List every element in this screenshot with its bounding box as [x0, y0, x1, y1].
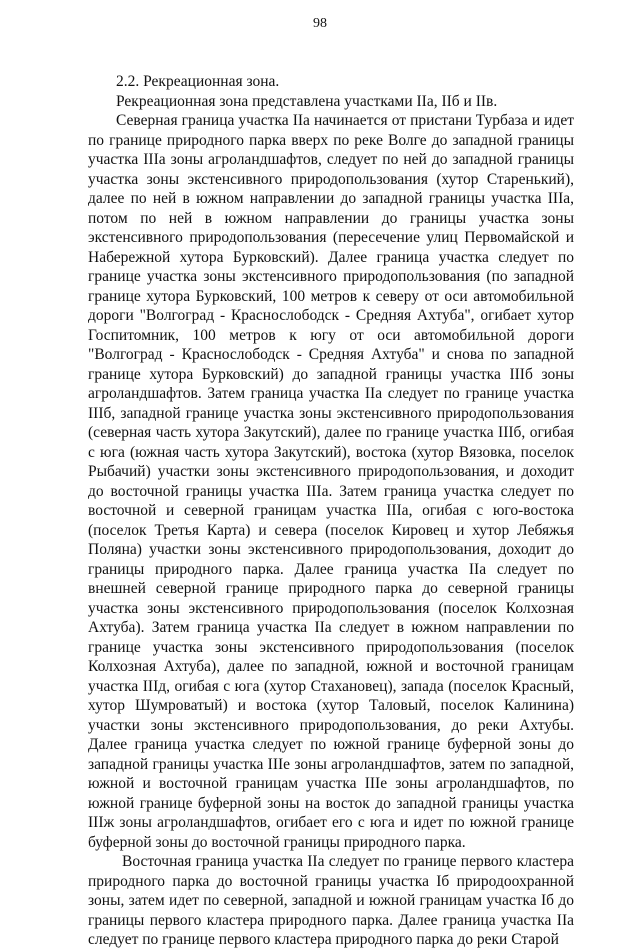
page-number: 98: [313, 16, 327, 31]
northern-boundary-paragraph: Северная граница участка IIа начинается от пристани Турбаза и идет по границе природного парка вверх по реке Волге до западной границы участка IIIа зоны агроландшафтов, следует по ней до западной границы участка зоны экстенсивного природопользования (хутор Старенький), далее по ней в южном направлении до западной границы участка IIIа, потом по ней в южном направлении до границы участка зоны экстенсивного природопользования (пересечение улиц Первомайской и Набережной хутора Бурковский). Далее граница участка следует по границе участка зоны экстенсивного природопользования (по западной границе хутора Бурковский, 100 метров к северу от оси автомобильной дороги "Волгоград - Краснослободск - Средняя Ахтуба", огибает хутор Госпитомник, 100 метров к югу от оси автомобильной дороги "Волгоград - Краснослободск - Средняя Ахтуба" и снова по западной границе хутора Бурковский) до западной границы участка IIIб зоны агроландшафтов. Затем граница участка IIа следует по границе участка IIIб, западной границе участка зоны экстенсивного природопользования (северная часть хутора Закутский), далее по границе участка IIIб, огибая с юга (южная часть хутора Закутский), востока (хутор Вязовка, поселок Рыбачий) участки зоны экстенсивного природопользования, и доходит до восточной границы участка IIIа. Затем граница участка следует по восточной и северной границам участка IIIа, огибая с юго-востока (поселок Третья Карта) и севера (поселок Кировец и хутор Лебяжья Поляна) участки зоны экстенсивного природопользования, доходит до границы природного парка. Далее граница участка IIа следует по внешней северной границе природного парка до северной границы участка зоны экстенсивного природопользования (поселок Колхозная Ахтуба). Затем граница участка IIа следует в южном направлении по границе участка зоны экстенсивного природопользования (поселок Колхозная Ахтуба), далее по западной, южной и восточной границам участка IIIд, огибая с юга (хутор Стахановец), запада (поселок Красный, хутор Шумроватый) и востока (хутор Таловый, поселок Калинина) участки зоны экстенсивного природопользования, до реки Ахтубы. Далее граница участка следует по южной границе буферной зоны до западной границы участка IIIе зоны агроландшафтов, затем по западной, южной и восточной границам участка IIIе зоны агроландшафтов, по южной границе буферной зоны на восток до западной границы участка IIIж зоны агроландшафтов, огибает его с юга и идет по южной границе буферной зоны до восточной границы природного парка.: [88, 112, 574, 851]
section-heading: 2.2. Рекреационная зона.: [116, 73, 280, 90]
section-intro: Рекреационная зона представлена участками IIа, IIб и IIв.: [116, 92, 498, 110]
eastern-boundary-paragraph: Восточная граница участка IIа следует по границе первого кластера природного парка до восточной границы участка Iб природоохранной зоны, затем идет по северной, западной и южной границам участка Iб до границы первого кластера природного парка. Далее граница участка IIа следует по границе первого кластера природного парка до реки Старой: [88, 853, 574, 948]
document-body: [88, 72, 574, 950]
